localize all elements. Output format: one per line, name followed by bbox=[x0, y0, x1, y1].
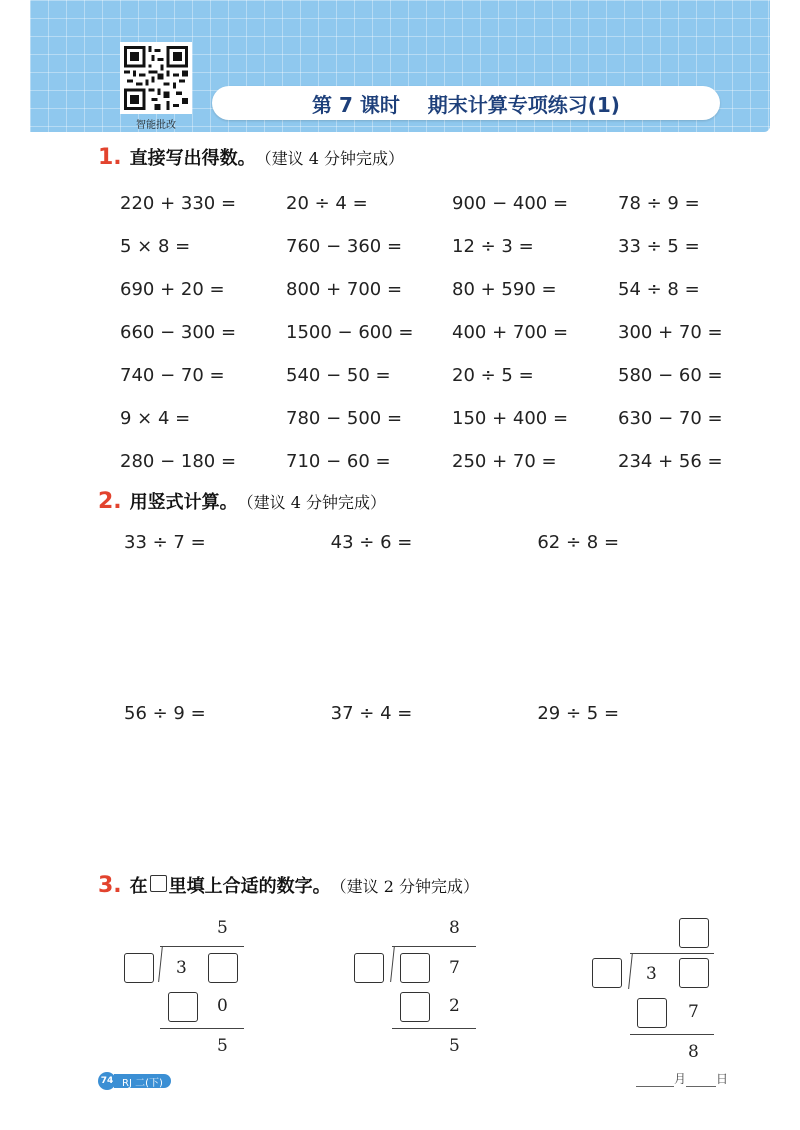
division-bracket bbox=[628, 953, 633, 989]
section-2-row-1 bbox=[124, 532, 744, 553]
division-bar bbox=[392, 946, 476, 947]
remainder: 5 bbox=[449, 1036, 460, 1056]
product-digit: 2 bbox=[449, 996, 460, 1016]
subtraction-line bbox=[160, 1028, 244, 1029]
problem: 33 ÷ 5 = bbox=[618, 236, 700, 257]
blank-box-icon bbox=[150, 875, 167, 892]
problem: 150 + 400 = bbox=[452, 408, 569, 429]
page-title bbox=[212, 86, 720, 120]
problem: 900 − 400 = bbox=[452, 193, 569, 214]
section-1-number: 1. bbox=[98, 145, 122, 170]
problem: 660 − 300 = bbox=[120, 322, 237, 343]
dividend-blank-box[interactable] bbox=[208, 953, 238, 983]
dividend-digit: 7 bbox=[449, 958, 460, 978]
problem: 43 ÷ 6 = bbox=[330, 532, 413, 553]
problem: 400 + 700 = bbox=[452, 322, 569, 343]
problem: 250 + 70 = bbox=[452, 451, 557, 472]
problem: 740 − 70 = bbox=[120, 365, 225, 386]
problem: 54 ÷ 8 = bbox=[618, 279, 700, 300]
section-3-title-before: 在 bbox=[129, 876, 148, 897]
problem: 29 ÷ 5 = bbox=[537, 703, 620, 724]
problem: 800 + 700 = bbox=[286, 279, 403, 300]
divisor-blank-box[interactable] bbox=[592, 958, 622, 988]
problem-row bbox=[120, 268, 760, 311]
problem: 20 ÷ 5 = bbox=[452, 365, 534, 386]
problem: 580 − 60 = bbox=[618, 365, 723, 386]
division-bracket bbox=[390, 946, 395, 982]
qr-caption: 智能批改 bbox=[136, 120, 176, 131]
product-digit: 0 bbox=[217, 996, 228, 1016]
month-blank[interactable] bbox=[636, 1075, 674, 1087]
problem: 220 + 330 = bbox=[120, 193, 237, 214]
remainder: 5 bbox=[217, 1036, 228, 1056]
product-blank-box[interactable] bbox=[400, 992, 430, 1022]
problem-row bbox=[120, 225, 760, 268]
section-1-problems bbox=[120, 182, 760, 483]
day-blank[interactable] bbox=[686, 1075, 716, 1087]
problem: 20 ÷ 4 = bbox=[286, 193, 368, 214]
section-2-number: 2. bbox=[98, 489, 122, 514]
division-bar bbox=[630, 953, 714, 954]
product-blank-box[interactable] bbox=[637, 998, 667, 1028]
divisor-blank-box[interactable] bbox=[354, 953, 384, 983]
problem: 234 + 56 = bbox=[618, 451, 723, 472]
quotient-blank-box[interactable] bbox=[679, 918, 709, 948]
problem: 540 − 50 = bbox=[286, 365, 391, 386]
dividend-digit: 3 bbox=[646, 964, 657, 984]
section-3-hint: （建议 2 分钟完成） bbox=[330, 877, 480, 896]
problem: 78 ÷ 9 = bbox=[618, 193, 700, 214]
problem: 62 ÷ 8 = bbox=[537, 532, 620, 553]
qr-code-icon[interactable] bbox=[120, 42, 192, 114]
subtraction-line bbox=[392, 1028, 476, 1029]
day-label: 日 bbox=[716, 1072, 729, 1086]
problem-row bbox=[120, 311, 760, 354]
problem-row bbox=[120, 440, 760, 483]
section-3-title-after: 里填上合适的数字。 bbox=[168, 876, 331, 897]
problem: 760 − 360 = bbox=[286, 236, 403, 257]
division-bar bbox=[160, 946, 244, 947]
remainder: 8 bbox=[688, 1042, 699, 1062]
section-3-heading bbox=[98, 872, 479, 898]
problem: 1500 − 600 = bbox=[286, 322, 414, 343]
problem: 33 ÷ 7 = bbox=[124, 532, 206, 553]
page-title-text: 第 7 课时 期末计算专项练习(1) bbox=[312, 92, 620, 117]
edition-label: RJ 二(下) bbox=[114, 1074, 171, 1088]
page-number: 74 bbox=[98, 1072, 116, 1090]
section-2-hint: （建议 4 分钟完成） bbox=[237, 493, 387, 512]
problem: 710 − 60 = bbox=[286, 451, 391, 472]
subtraction-line bbox=[630, 1034, 714, 1035]
section-1-hint: （建议 4 分钟完成） bbox=[255, 149, 405, 168]
problem: 37 ÷ 4 = bbox=[330, 703, 413, 724]
problem: 56 ÷ 9 = bbox=[124, 703, 206, 724]
dividend-blank-box[interactable] bbox=[400, 953, 430, 983]
problem: 300 + 70 = bbox=[618, 322, 723, 343]
problem: 9 × 4 = bbox=[120, 408, 191, 429]
date-field bbox=[636, 1070, 728, 1087]
problem: 630 − 70 = bbox=[618, 408, 723, 429]
problem: 280 − 180 = bbox=[120, 451, 237, 472]
quotient: 5 bbox=[217, 918, 228, 938]
problem-row bbox=[120, 397, 760, 440]
section-1-heading bbox=[98, 144, 404, 170]
dividend-digit: 3 bbox=[176, 958, 187, 978]
problem: 12 ÷ 3 = bbox=[452, 236, 534, 257]
product-digit: 7 bbox=[688, 1002, 699, 1022]
problem: 690 + 20 = bbox=[120, 279, 225, 300]
section-2-heading bbox=[98, 488, 386, 514]
problem-row bbox=[120, 182, 760, 225]
section-3-number: 3. bbox=[98, 873, 122, 898]
month-label: 月 bbox=[674, 1072, 687, 1086]
dividend-blank-box[interactable] bbox=[679, 958, 709, 988]
quotient: 8 bbox=[449, 918, 460, 938]
division-bracket bbox=[158, 946, 163, 982]
problem: 780 − 500 = bbox=[286, 408, 403, 429]
section-1-title: 直接写出得数。 bbox=[129, 148, 256, 169]
page-badge bbox=[98, 1072, 171, 1090]
product-blank-box[interactable] bbox=[168, 992, 198, 1022]
problem-row bbox=[120, 354, 760, 397]
problem: 80 + 590 = bbox=[452, 279, 557, 300]
problem: 5 × 8 = bbox=[120, 236, 191, 257]
section-2-title: 用竖式计算。 bbox=[129, 492, 238, 513]
section-2-row-2 bbox=[124, 703, 744, 724]
divisor-blank-box[interactable] bbox=[124, 953, 154, 983]
